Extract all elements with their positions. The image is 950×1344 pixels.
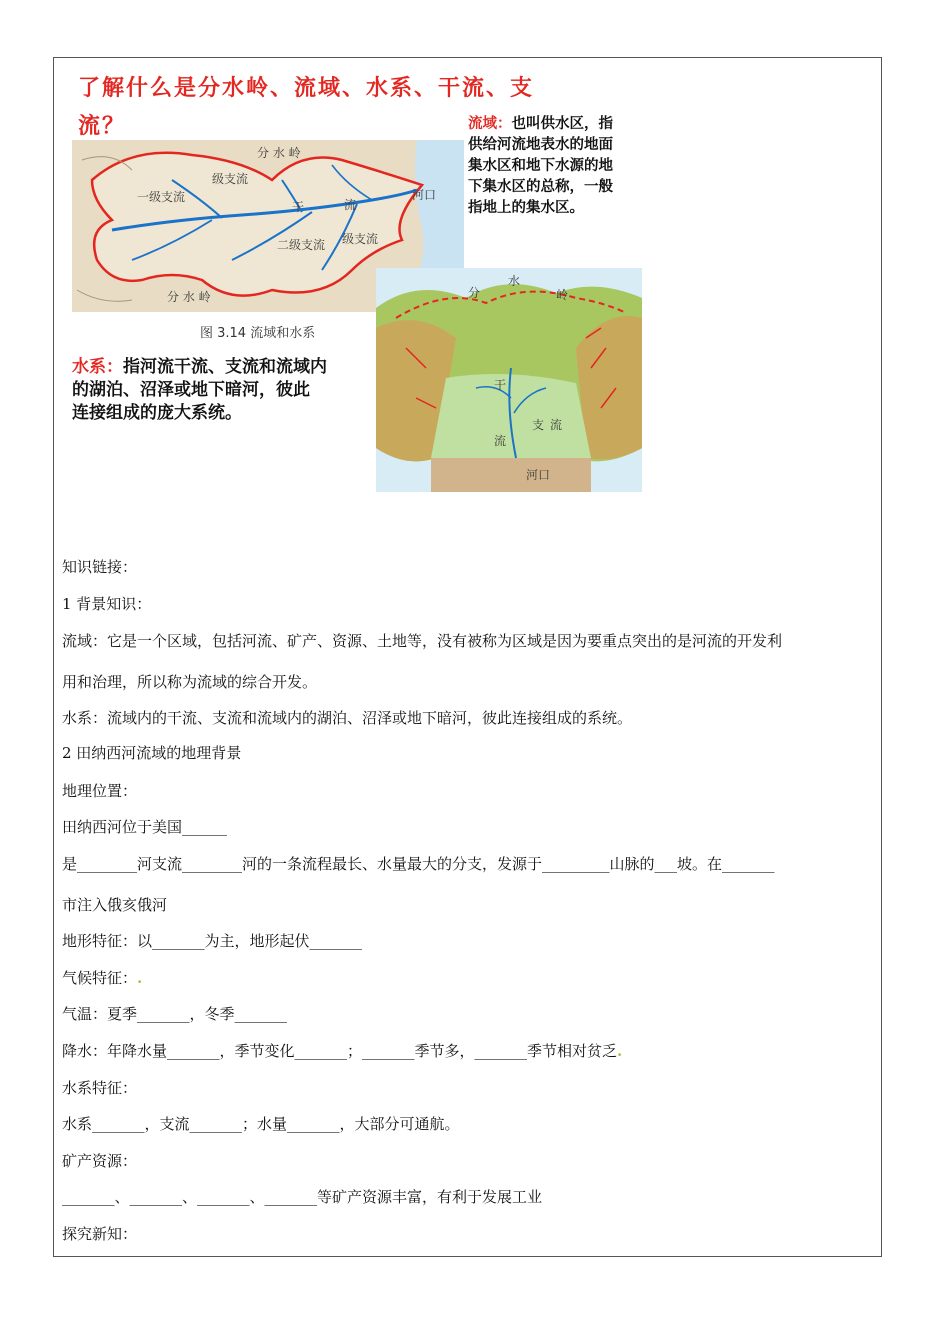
system-def-line: 的湖泊、沼泽或地下暗河，彼此 — [72, 380, 310, 400]
precipitation-line: 降水：年降水量_______，季节变化_______；_______季节多，_______季节相对贫乏 — [62, 1042, 618, 1060]
label-main-2: 流 — [344, 198, 357, 212]
location-line1: 田纳西河位于美国______ — [62, 818, 228, 836]
watershed-landscape — [376, 268, 642, 492]
background-heading: 1 背景知识： — [62, 595, 152, 613]
label-landscape-mouth: 河口 — [526, 468, 551, 482]
precip-line-wrap — [62, 1041, 622, 1061]
basin-definition — [468, 114, 613, 219]
basin-def-line: 下集水区的总称，一般 — [468, 179, 613, 195]
label-divide-top: 分 水 岭 — [257, 146, 301, 160]
river-system-heading: 水系特征： — [62, 1079, 138, 1097]
mineral-heading: 矿产资源： — [62, 1152, 138, 1170]
location-line3: 市注入俄亥俄河 — [62, 896, 168, 914]
watershed-landscape-graphic — [376, 268, 642, 492]
location-heading: 地理位置： — [62, 782, 138, 800]
slide-title-line2: 流？ — [78, 114, 127, 139]
green-dot-marker: . — [617, 1042, 623, 1060]
river-system-line: 水系_______，支流_______；水量_______，大部分可通航。 — [62, 1115, 460, 1133]
climate-heading: 气候特征： — [62, 969, 138, 987]
system-definition — [72, 356, 327, 425]
label-main-gan: 干 — [494, 378, 507, 392]
label-primary-tributary: 一级支流 — [137, 190, 186, 204]
terrain-line: 地形特征：以_______为主，地形起伏_______ — [62, 932, 363, 950]
temperature-line: 气温：夏季_______，冬季_______ — [62, 1005, 288, 1023]
basin-paragraph-line1: 流域：它是一个区域，包括河流、矿产、资源、土地等，没有被称为区域是因为要重点突出的是河流的开发利 — [62, 632, 783, 650]
system-def-line: 指河流干流、支流和流域内 — [123, 357, 327, 377]
label-divide-shui: 水 — [508, 274, 521, 288]
system-paragraph: 水系：流域内的干流、支流和流域内的湖泊、沼泽或地下暗河，彼此连接组成的系统。 — [62, 709, 633, 727]
knowledge-link-heading: 知识链接： — [62, 558, 138, 576]
label-main-1: 干 — [292, 200, 305, 214]
basin-def-line: 指地上的集水区。 — [468, 200, 584, 216]
system-def-key: 水系： — [72, 357, 123, 377]
label-branch-zhi: 支 — [532, 418, 545, 432]
basin-paragraph-line2: 用和治理，所以称为流域的综合开发。 — [62, 673, 318, 691]
tennessee-heading: 2 田纳西河流域的地理背景 — [62, 744, 242, 762]
location-line2: 是________河支流________河的一条流程最长、水量最大的分支，发源于_________山脉的___坡。在_______ — [62, 855, 775, 873]
explore-heading: 探究新知： — [62, 1225, 138, 1243]
basin-def-line: 集水区和地下水源的地 — [468, 158, 613, 174]
label-divide-fen: 分 — [468, 286, 481, 300]
system-def-line: 连接组成的庞大系统。 — [72, 403, 242, 423]
mineral-line: _______、_______、_______、_______等矿产资源丰富，有利于发展工业 — [62, 1188, 543, 1206]
label-secondary-tributary: 二级支流 — [277, 238, 326, 252]
climate-line — [62, 968, 142, 988]
basin-def-line: 供给河流地表水的地面 — [468, 137, 613, 153]
label-branch-liu: 流 — [550, 418, 563, 432]
figure-caption: 图 3.14 流域和水系 — [200, 326, 316, 341]
label-river-mouth: 河口 — [412, 188, 437, 202]
basin-def-line: 也叫供水区，指 — [511, 116, 613, 132]
label-divide-ling: 岭 — [556, 288, 569, 302]
green-dot-marker: . — [137, 969, 143, 987]
label-primary-tributary-2: 级支流 — [212, 172, 249, 186]
label-secondary-tributary-2: 级支流 — [342, 232, 379, 246]
label-main-liu: 流 — [494, 434, 507, 448]
slide-title-line1: 了解什么是分水岭、流域、水系、干流、支 — [78, 76, 535, 101]
basin-def-key: 流域： — [468, 116, 512, 132]
label-divide-bottom: 分 水 岭 — [167, 290, 211, 304]
